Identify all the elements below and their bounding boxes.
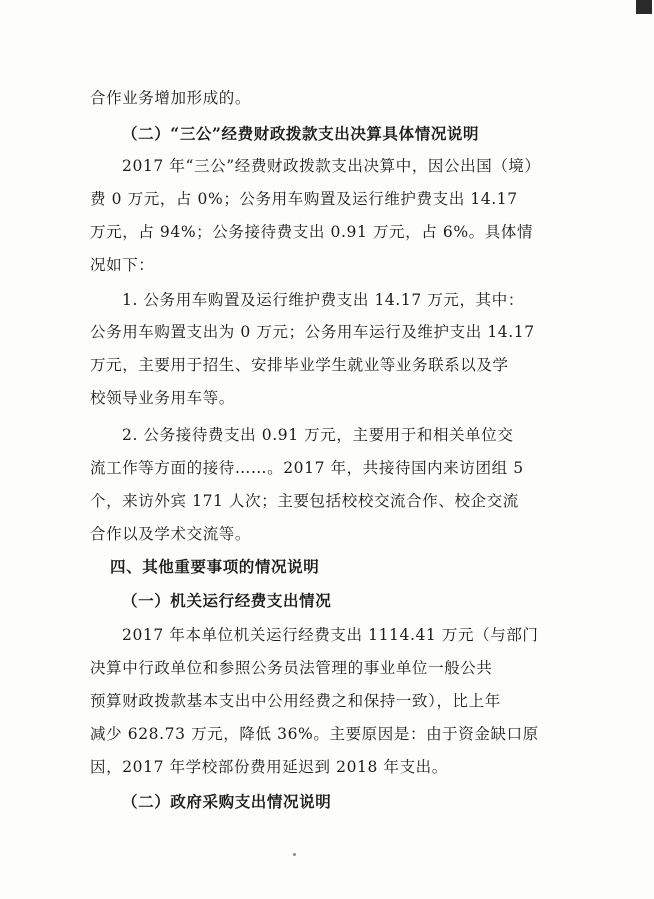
paragraph-line: 校领导业务用车等。 (90, 389, 235, 407)
paragraph-line: 万元，占 94%；公务接待费支出 0.91 万元，占 6%。具体情 (90, 223, 534, 241)
paragraph-line: 因，2017 年学校部份费用延迟到 2018 年支出。 (90, 758, 448, 776)
section-heading-sangong: （二）“三公”经费财政拨款支出决算具体情况说明 (122, 124, 480, 143)
paragraph-line: 流工作等方面的接待……。2017 年，共接待国内来访团组 5 (90, 459, 524, 477)
subsection-heading-operating: （一）机关运行经费支出情况 (122, 591, 332, 610)
paragraph-line: 1. 公务用车购置及运行维护费支出 14.17 万元，其中： (122, 291, 524, 309)
subsection-heading-procurement: （二）政府采购支出情况说明 (122, 792, 332, 811)
paragraph-line: 合作业务增加形成的。 (90, 89, 252, 107)
scan-speck (293, 853, 296, 856)
scan-edge-mark (636, 0, 652, 14)
paragraph-line: 2. 公务接待费支出 0.91 万元，主要用于和相关单位交 (122, 426, 514, 444)
paragraph-line: 费 0 万元，占 0%；公务用车购置及运行维护费支出 14.17 (90, 190, 518, 208)
paragraph-line: 公务用车购置支出为 0 万元；公务用车运行及维护支出 14.17 (90, 323, 535, 341)
paragraph-line: 2017 年“三公”经费财政拨款支出决算中，因公出国（境） (122, 157, 541, 175)
paragraph-line: 2017 年本单位机关运行经费支出 1114.41 万元（与部门 (122, 626, 539, 644)
paragraph-line: 个，来访外宾 171 人次；主要包括校校交流合作、校企交流 (90, 492, 519, 510)
paragraph-line: 合作以及学术交流等。 (90, 525, 252, 543)
paragraph-line: 况如下： (90, 256, 155, 274)
paragraph-line: 万元，主要用于招生、安排毕业学生就业等业务联系以及学 (90, 356, 509, 374)
paragraph-line: 预算财政拨款基本支出中公用经费之和保持一致），比上年 (90, 692, 501, 710)
paragraph-line: 决算中行政单位和参照公务员法管理的事业单位一般公共 (90, 659, 493, 677)
paragraph-line: 减少 628.73 万元，降低 36%。主要原因是：由于资金缺口原 (90, 725, 539, 743)
section-heading-other: 四、其他重要事项的情况说明 (110, 557, 320, 576)
